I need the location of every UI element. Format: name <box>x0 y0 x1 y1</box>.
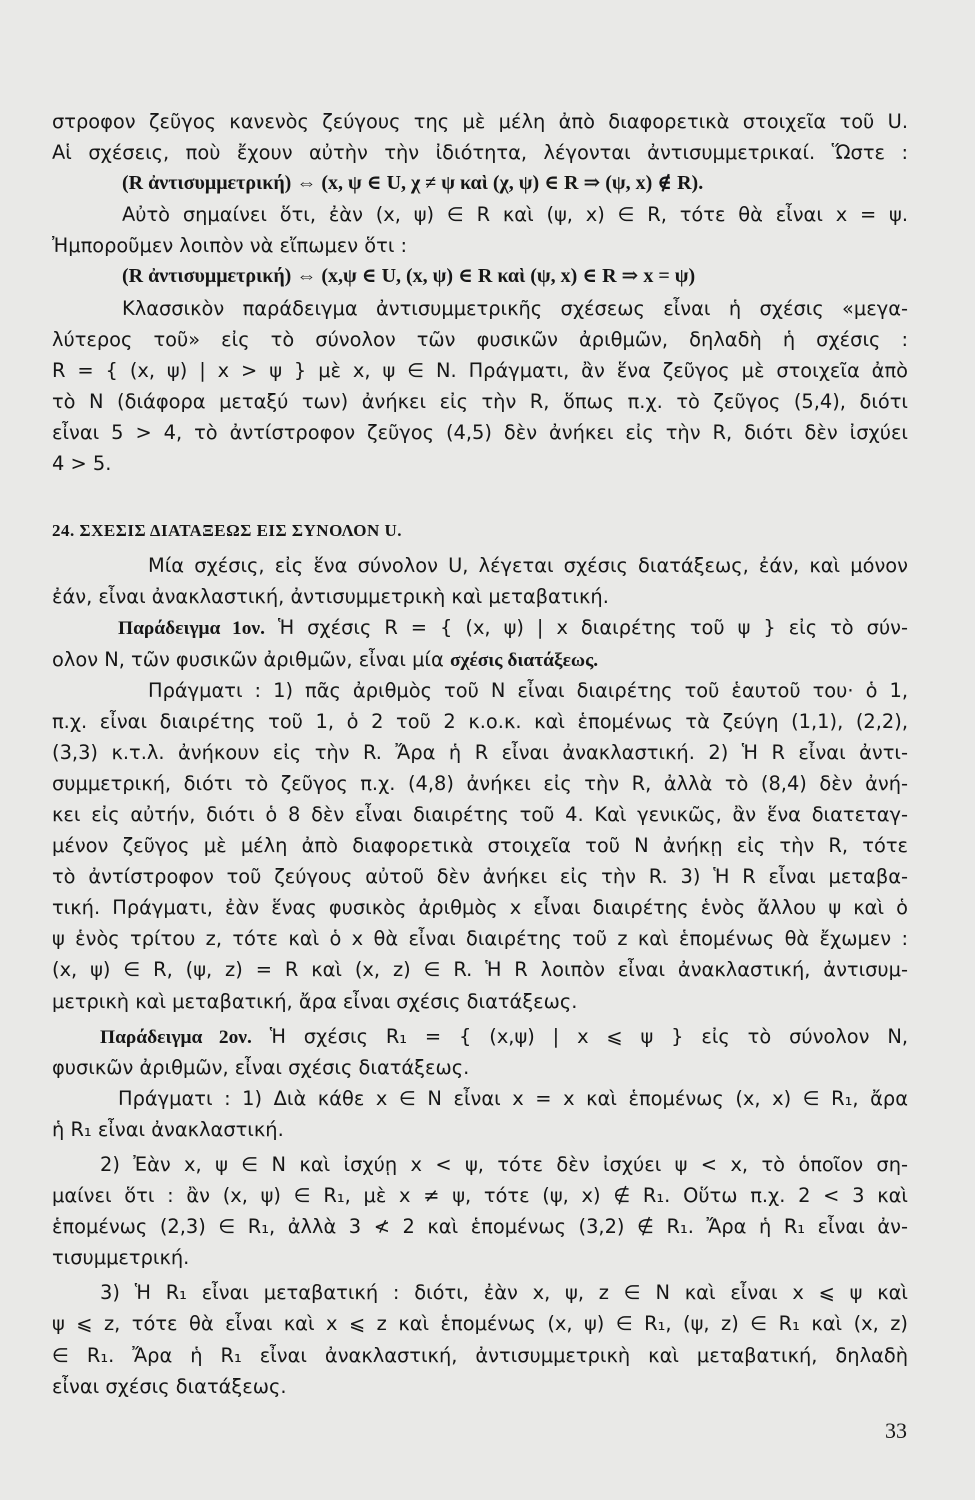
text-line: φυσικῶν ἀριθμῶν, εἶναι σχέσις διατάξεως. <box>52 1055 470 1079</box>
formula-antisymmetric-1: (R ἀντισυμμετρική) ⇔ (x, ψ ∈ U, χ ≠ ψ καὶ (χ, ψ) ∈ R ⇒ (ψ, x) ∉ R). <box>122 172 704 195</box>
text-line: Μία σχέσις, εἰς ἕνα σύνολον U, λέγεται σχέσις διατάξεως, ἐάν, καὶ μόνον <box>148 554 908 578</box>
formula-antisymmetric-2: (R ἀντισυμμετρική) ⇔ (x,ψ ∈ U, (x, ψ) ∈ R καὶ (ψ, x) ∈ R ⇒ x = ψ) <box>122 265 696 288</box>
text-line: (3,3) κ.τ.λ. ἀνήκουν εἰς τὴν R. Ἄρα ἡ R εἶναι ἀνακλαστική. 2) Ἡ R εἶναι ἀντι- <box>52 740 908 764</box>
text-line: Πράγματι : 1) πᾶς ἀριθμὸς τοῦ N εἶναι διαιρέτης τοῦ ἑαυτοῦ του· ὁ 1, <box>148 678 908 702</box>
text-line: 2) Ἐὰν x, ψ ∈ N καὶ ἰσχύῃ x < ψ, τότε δὲν ἰσχύει ψ < x, τὸ ὁποῖον ση- <box>100 1153 908 1176</box>
text-line: 3) Ἡ R₁ εἶναι μεταβατική : διότι, ἐὰν x, ψ, z ∈ N καὶ εἶναι x ⩽ ψ καὶ <box>100 1281 908 1305</box>
page-body <box>52 106 908 1402</box>
text-line: εἶναι 5 > 4, τὸ ἀντίστροφον ζεῦγος (4,5) δὲν ἀνήκει εἰς τὴν R, διότι δὲν ἰσχύει <box>52 420 908 444</box>
text-line: ∈ R₁. Ἄρα ἡ R₁ εἶναι ἀνακλαστική, ἀντισυμμετρικὴ καὶ μεταβατική, δηλαδὴ <box>52 1343 908 1367</box>
text-line: Αὐτὸ σημαίνει ὅτι, ἐὰν (x, ψ) ∈ R καὶ (ψ, x) ∈ R, τότε θὰ εἶναι x = ψ. <box>122 203 908 227</box>
text-line: λύτερος τοῦ» εἰς τὸ σύνολον τῶν φυσικῶν ἀριθμῶν, δηλαδὴ ἡ σχέσις : <box>52 327 908 351</box>
text-line: ἡ R₁ εἶναι ἀνακλαστική. <box>52 1117 284 1141</box>
example-1-text-cont: ολον N, τῶν φυσικῶν ἀριθμῶν, εἶναι μία <box>52 647 444 671</box>
example-1-bold-term: σχέσις διατάξεως. <box>449 649 599 671</box>
text-line: τική. Πράγματι, ἐὰν ἕνας φυσικὸς ἀριθμὸς x εἶναι διαιρέτης ἑνὸς ἄλλου ψ καὶ ὁ <box>52 896 908 920</box>
example-1-intro <box>52 612 908 643</box>
text-line: μαίνει ὅτι : ἂν (x, ψ) ∈ R₁, μὲ x ≠ ψ, τότε (ψ, x) ∉ R₁. Οὕτω π.χ. 2 < 3 καὶ <box>52 1184 908 1208</box>
text-line: ψ ⩽ z, τότε θὰ εἶναι καὶ x ⩽ z καὶ ἑπομένως (x, ψ) ∈ R₁, (ψ, z) ∈ R₁ καὶ (x, z) <box>52 1312 908 1336</box>
example-1-label: Παράδειγμα 1ον. <box>118 618 265 640</box>
example-2-intro <box>52 1021 908 1052</box>
text-line: μένον ζεῦγος μὲ μέλη ἀπὸ διαφορετικὰ στοιχεῖα τοῦ N ἀνήκῃ εἰς τὴν R, τότε <box>52 834 908 858</box>
text-line: Πράγματι : 1) Διὰ κάθε x ∈ N εἶναι x = x καὶ ἑπομένως (x, x) ∈ R₁, ἄρα <box>118 1086 908 1110</box>
text-line: τὸ N (διάφορα μεταξύ των) ἀνήκει εἰς τὴν R, ὅπως π.χ. τὸ ζεῦγος (5,4), διότι <box>52 389 908 413</box>
text-line: (x, ψ) ∈ R, (ψ, z) = R καὶ (x, z) ∈ R. Ἡ R λοιπὸν εἶναι ἀνακλαστική, ἀντισυμ- <box>52 958 908 982</box>
text-line <box>52 644 908 675</box>
section-heading: 24. ΣΧΕΣΙΣ ΔΙΑΤΑΞΕΩΣ ΕΙΣ ΣΥΝΟΛΟΝ U. <box>52 521 403 541</box>
text-line: εἶναι σχέσις διατάξεως. <box>52 1374 287 1398</box>
text-line: 4 > 5. <box>52 452 112 476</box>
example-2-label: Παράδειγμα 2ον. <box>100 1026 252 1048</box>
text-line: στροφον ζεῦγος κανενὸς ζεύγους της μὲ μέλη ἀπὸ διαφορετικὰ στοιχεῖα τοῦ U. <box>52 110 908 133</box>
text-line: κει εἰς αὐτήν, διότι ὁ 8 δὲν εἶναι διαιρέτης τοῦ 4. Καὶ γενικῶς, ἂν ἕνα διατεταγ- <box>52 802 908 826</box>
text-line: Αἱ σχέσεις, ποὺ ἔχουν αὐτὴν τὴν ἰδιότητα, λέγονται ἀντισυμμετρικαί. Ὥστε : <box>52 141 908 165</box>
text-line: μετρικὴ καὶ μεταβατική, ἄρα εἶναι σχέσις διατάξεως. <box>52 989 578 1013</box>
text-line: ψ ἑνὸς τρίτου z, τότε καὶ ὁ x θὰ εἶναι διαιρέτης τοῦ z καὶ ἑπομένως θὰ ἔχωμεν : <box>52 927 908 951</box>
text-line: Κλασσικὸν παράδειγμα ἀντισυμμετρικῆς σχέσεως εἶναι ἡ σχέσις «μεγα- <box>122 296 908 320</box>
text-line: ἑπομένως (2,3) ∈ R₁, ἀλλὰ 3 ≮ 2 καὶ ἑπομένως (3,2) ∉ R₁. Ἄρα ἡ R₁ εἶναι ἀν- <box>52 1215 908 1239</box>
text-line: Ἠμποροῦμεν λοιπὸν νὰ εἴπωμεν ὅτι : <box>52 234 408 258</box>
example-2-text: Ἡ σχέσις R₁ = { (x,ψ) | x ⩽ ψ } εἰς τὸ σύνολον N, <box>269 1024 908 1048</box>
text-line: τισυμμετρική. <box>52 1246 190 1270</box>
page-number: 33 <box>885 1418 907 1443</box>
text-line: συμμετρική, διότι τὸ ζεῦγος π.χ. (4,8) ἀνήκει εἰς τὴν R, ἀλλὰ τὸ (8,4) δὲν ἀνή- <box>52 771 908 795</box>
text-line: ἐάν, εἶναι ἀνακλαστική, ἀντισυμμετρικὴ καὶ μεταβατική. <box>52 585 609 609</box>
text-line: π.χ. εἶναι διαιρέτης τοῦ 1, ὁ 2 τοῦ 2 κ.ο.κ. καὶ ἑπομένως τὰ ζεύγη (1,1), (2,2), <box>52 709 908 733</box>
text-line: R = { (x, ψ) | x > ψ } μὲ x, ψ ∈ N. Πράγματι, ἂν ἕνα ζεῦγος μὲ στοιχεῖα ἀπὸ <box>52 358 908 382</box>
text-line: τὸ ἀντίστροφον τοῦ ζεύγους αὐτοῦ δὲν ἀνήκει εἰς τὴν R. 3) Ἡ R εἶναι μεταβα- <box>52 865 908 889</box>
example-1-text: Ἡ σχέσις R = { (x, ψ) | x διαιρέτης τοῦ ψ } εἰς τὸ σύν- <box>277 616 908 640</box>
